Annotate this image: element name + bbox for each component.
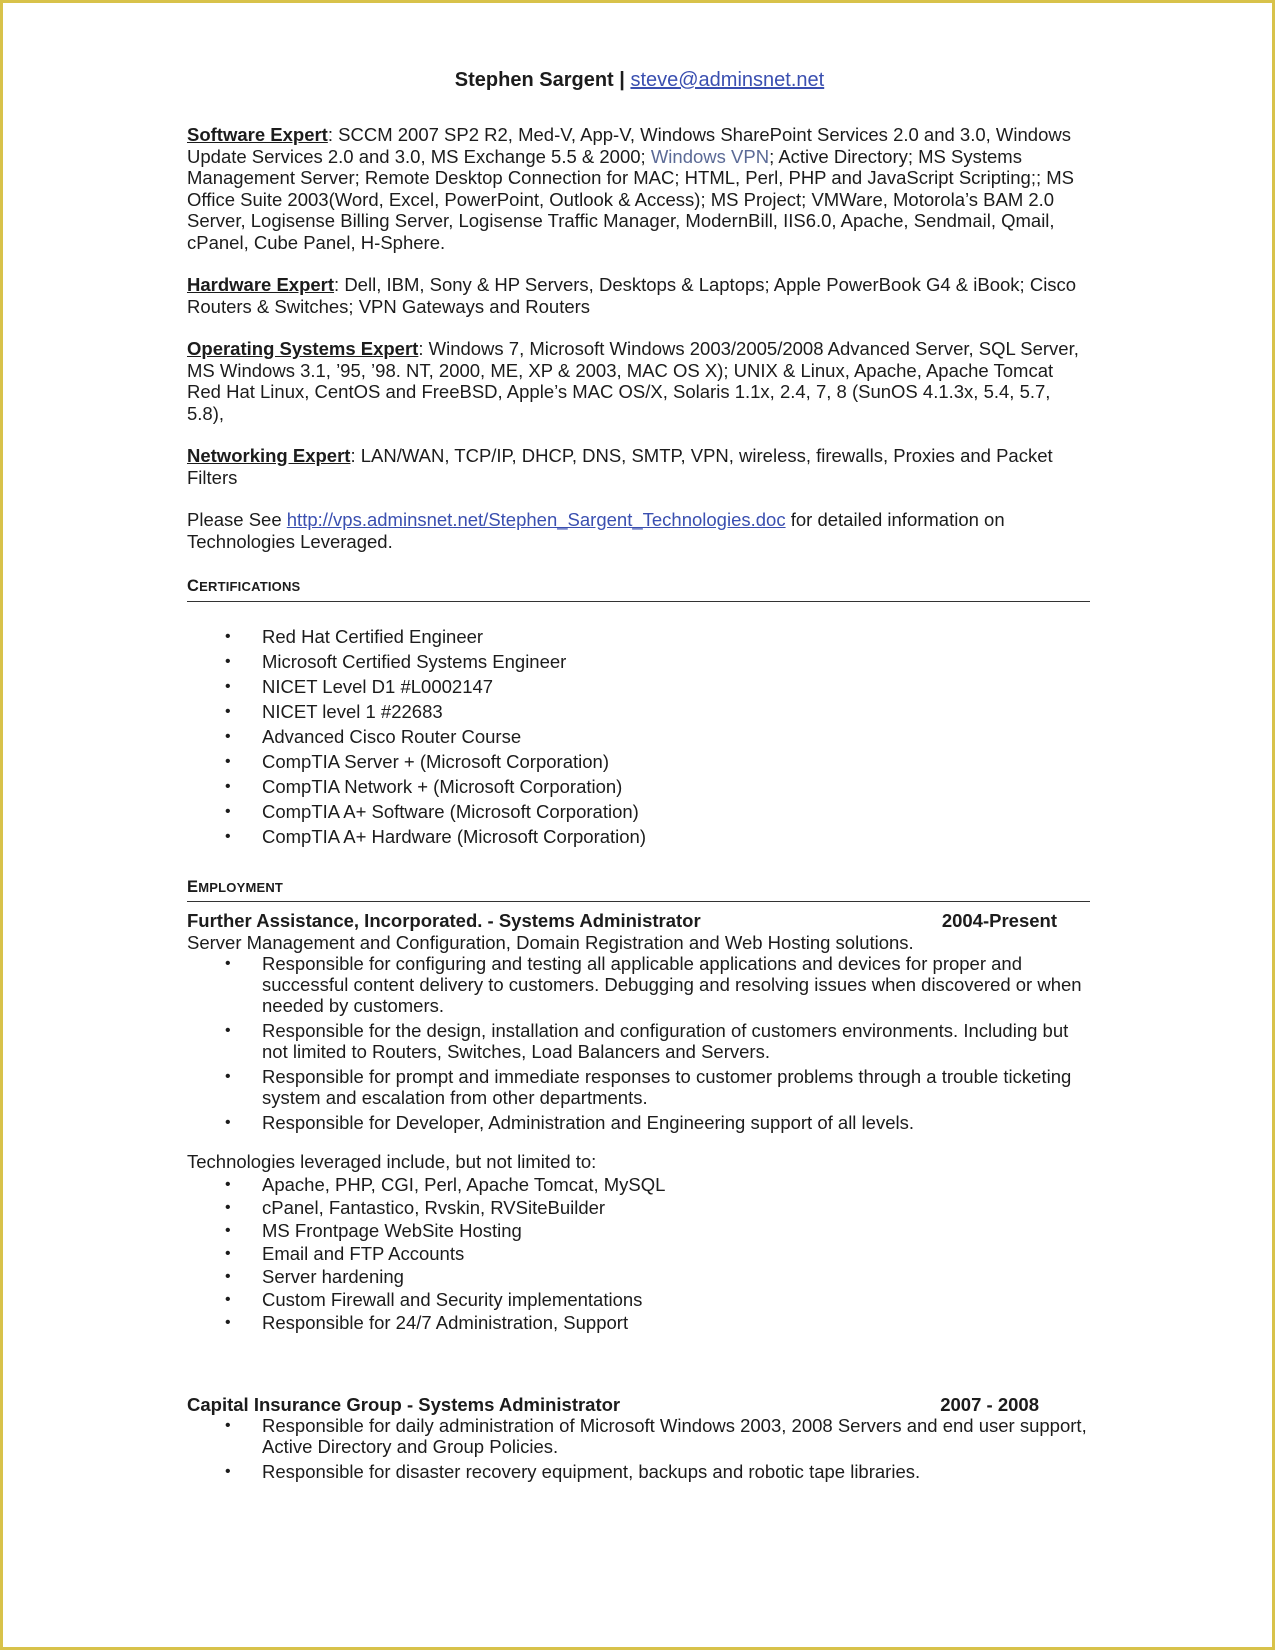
os-label: Operating Systems Expert xyxy=(187,338,419,359)
tech-intro: Technologies leveraged include, but not limited to: xyxy=(187,1151,597,1172)
list-item: • Red Hat Certified Engineer xyxy=(187,624,1092,649)
candidate-name: Stephen Sargent xyxy=(454,69,614,91)
list-item: • Responsible for 24/7 Administration, Support xyxy=(187,1311,1092,1334)
list-item: • CompTIA Server + (Microsoft Corporation) xyxy=(187,749,1092,774)
hardware-skills xyxy=(187,274,1082,317)
list-item: • Responsible for Developer, Administration and Engineering support of all levels. xyxy=(187,1112,1092,1133)
job-title: Further Assistance, Incorporated. - Systems Administrator xyxy=(187,910,701,931)
hardware-label: Hardware Expert xyxy=(187,274,335,295)
certifications-heading-rest: ERTIFICATIONS xyxy=(199,579,301,594)
please-see-note xyxy=(187,509,1082,552)
job-further-assistance xyxy=(187,910,1092,1334)
os-skills xyxy=(187,338,1082,424)
email-link[interactable]: steve@adminsnet.net xyxy=(630,69,825,91)
software-accent: Windows VPN xyxy=(650,145,770,167)
header-separator: | xyxy=(619,69,625,91)
list-item: • CompTIA A+ Hardware (Microsoft Corporation) xyxy=(187,824,1092,849)
list-item: • Advanced Cisco Router Course xyxy=(187,724,1092,749)
please-see-prefix: Please See xyxy=(187,509,287,530)
job-capital-insurance xyxy=(187,1394,1092,1483)
job-duties-list xyxy=(187,1415,1092,1482)
list-item: • cPanel, Fantastico, Rvskin, RVSiteBuilder xyxy=(187,1196,1092,1219)
please-see-suffix: for detailed information on Technologies Leveraged. xyxy=(187,509,1005,552)
list-item: • Responsible for prompt and immediate responses to customer problems through a trouble ticketing system and escalation from other departments. xyxy=(187,1066,1092,1108)
job-duties-list xyxy=(187,953,1092,1133)
job-summary: Server Management and Configuration, Domain Registration and Web Hosting solutions. xyxy=(187,931,914,953)
certifications-heading xyxy=(187,576,1090,602)
networking-text: : LAN/WAN, TCP/IP, DHCP, DNS, SMTP, VPN, wireless, firewalls, Proxies and Packet Filters xyxy=(187,445,1053,488)
list-item: • Responsible for disaster recovery equipment, backups and robotic tape libraries. xyxy=(187,1461,1092,1482)
technologies-doc-link[interactable]: http://vps.adminsnet.net/Stephen_Sargent_Technologies.doc xyxy=(286,509,786,530)
software-skills xyxy=(187,124,1082,253)
software-text-a: : SCCM 2007 SP2 R2, Med-V, App-V, Windows SharePoint Services 2.0 and 3.0, Windows Update Services 2.0 and 3.0, MS Exchange 5.5 & 2000; xyxy=(187,124,1071,167)
software-text-b: ; Active Directory; MS Systems Management Server; Remote Desktop Connection for MAC; HTML, Perl, PHP and JavaScript Scripting;; MS Office Suite 2003(Word, Excel, PowerPoint, Outlook & Access); MS Project; VMWare, Motorola’s BAM 2.0 Server, Logisense Billing Server, Logisense Traffic Manager, ModernBill, IIS6.0, Apache, Sendmail, Qmail, cPanel, Cube Panel, H-Sphere. xyxy=(187,145,1074,253)
list-item: • Custom Firewall and Security implementations xyxy=(187,1288,1092,1311)
job-dates: 2004-Present xyxy=(941,910,1057,931)
list-item: • NICET Level D1 #L0002147 xyxy=(187,674,1092,699)
list-item: • Microsoft Certified Systems Engineer xyxy=(187,649,1092,674)
employment-heading-initial: E xyxy=(187,877,199,896)
networking-skills xyxy=(187,445,1082,488)
job-dates: 2007 - 2008 xyxy=(940,1393,1039,1415)
list-item: • Responsible for the design, installation and configuration of customers environments. Including but not limited to Routers, Switches, Load Balancers and Servers. xyxy=(187,1020,1092,1062)
employment-heading xyxy=(187,877,1090,903)
job-title: Capital Insurance Group - Systems Administrator xyxy=(187,1393,621,1415)
list-item: • MS Frontpage WebSite Hosting xyxy=(187,1219,1092,1242)
list-item: • Apache, PHP, CGI, Perl, Apache Tomcat, MySQL xyxy=(187,1173,1092,1196)
job-header xyxy=(187,1394,1039,1416)
resume-header xyxy=(187,70,1092,94)
employment-heading-rest: MPLOYMENT xyxy=(198,879,284,895)
list-item: • Email and FTP Accounts xyxy=(187,1242,1092,1265)
networking-label: Networking Expert xyxy=(187,445,351,466)
certifications-heading-initial: C xyxy=(187,577,200,595)
software-label: Software Expert xyxy=(187,124,328,145)
list-item: • Server hardening xyxy=(187,1265,1092,1288)
certifications-list xyxy=(187,624,1092,849)
job-header xyxy=(187,910,1057,932)
list-item: • Responsible for daily administration of Microsoft Windows 2003, 2008 Servers and end user support, Active Directory and Group Policies. xyxy=(187,1415,1092,1457)
list-item: • CompTIA Network + (Microsoft Corporation) xyxy=(187,774,1092,799)
list-item: • NICET level 1 #22683 xyxy=(187,699,1092,724)
list-item: • Responsible for configuring and testing all applicable applications and devices for proper and successful content delivery to customers. Debugging and resolving issues when discovered or when needed by customers. xyxy=(187,953,1092,1016)
os-text: : Windows 7, Microsoft Windows 2003/2005/2008 Advanced Server, SQL Server, MS Windows 3.1, ’95, ’98. NT, 2000, ME, XP & 2003, MAC OS X); UNIX & Linux, Apache, Apache Tomcat Red Hat Linux, CentOS and FreeBSD, Apple’s MAC OS/X, Solaris 1.1x, 2.4, 7, 8 (SunOS 4.1.3x, 5.4, 5.7, 5.8), xyxy=(187,338,1079,424)
hardware-text: : Dell, IBM, Sony & HP Servers, Desktops & Laptops; Apple PowerBook G4 & iBook; Cisco Routers & Switches; VPN Gateways and Routers xyxy=(187,274,1077,317)
resume-page xyxy=(187,70,1092,1486)
tech-list xyxy=(187,1173,1092,1334)
list-item: • CompTIA A+ Software (Microsoft Corporation) xyxy=(187,799,1092,824)
